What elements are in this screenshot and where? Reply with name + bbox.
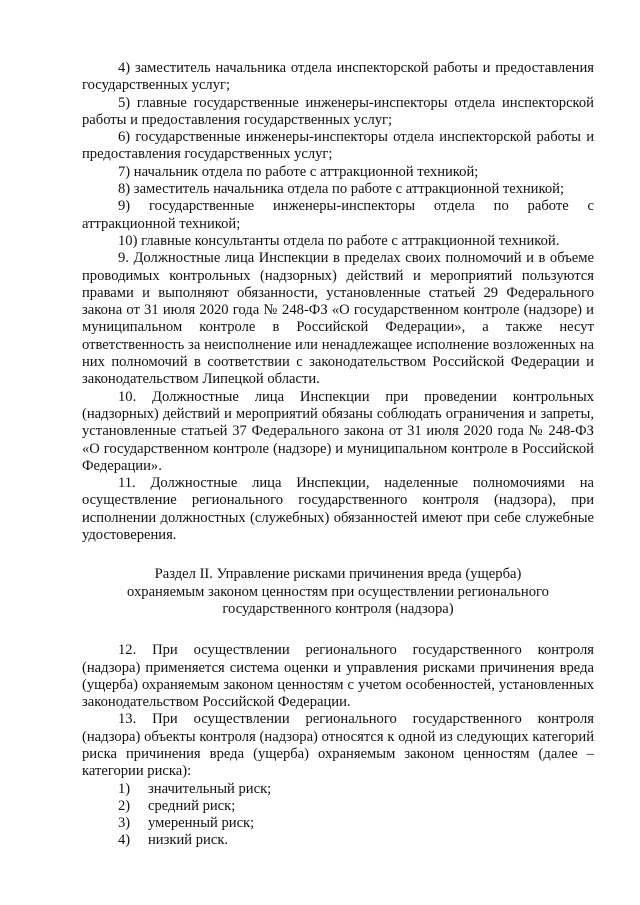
section-heading-line: охраняемым законом ценностям при осуществлении регионального: [127, 583, 549, 600]
section-heading: [82, 566, 594, 618]
paragraph-13: 13. При осуществлении регионального государственного контроля (надзора) объекты контроля (надзора) относятся к одной из следующих категорий риска причинения вреда (ущерба) охраняемым законом ценностям (далее – категории риска):: [82, 711, 594, 780]
list-item: 9) государственные инженеры-инспекторы отдела по работе с аттракционной техникой;: [82, 198, 594, 232]
section-heading-line: государственного контроля (надзора): [222, 600, 454, 617]
list-item: 8) заместитель начальника отдела по работе с аттракционной техникой;: [118, 181, 564, 198]
list-item: 5) главные государственные инженеры-инспекторы отдела инспекторской работы и предоставления государственных услуг;: [82, 94, 594, 128]
risk-category-number: 2): [118, 797, 131, 814]
risk-category-text: низкий риск.: [148, 832, 229, 849]
risk-category-number: 4): [118, 832, 131, 849]
list-item: 6) государственные инженеры-инспекторы отдела инспекторской работы и предоставления государственных услуг;: [82, 129, 594, 163]
risk-category-list: [82, 781, 594, 850]
risk-category-text: средний риск;: [148, 797, 236, 814]
risk-category-number: 3): [118, 815, 131, 832]
paragraph-11: 11. Должностные лица Инспекции, наделенные полномочиями на осуществление регионального государственного контроля (надзора), при исполнении должностных (служебных) обязанностей имеют при себе служебные удостоверения.: [82, 475, 594, 544]
list-item: 7) начальник отдела по работе с аттракционной техникой;: [118, 163, 479, 180]
paragraph-12: 12. При осуществлении регионального государственного контроля (надзора) применяется система оценки и управления рисками причинения вреда (ущерба) охраняемым законом ценностям с учетом особенностей, установленных законодательством Российской Федерации.: [82, 642, 594, 711]
risk-category-item: [82, 798, 594, 815]
risk-category-number: 1): [118, 780, 131, 797]
list-item: 4) заместитель начальника отдела инспекторской работы и предоставления государственных услуг;: [82, 60, 594, 94]
risk-category-text: значительный риск;: [148, 780, 272, 797]
risk-category-text: умеренный риск;: [148, 815, 255, 832]
list-item: 10) главные консультанты отдела по работе с аттракционной техникой.: [118, 232, 560, 249]
risk-category-item: [82, 815, 594, 832]
paragraph-9: 9. Должностные лица Инспекции в пределах своих полномочий и в объеме проводимых контрольных (надзорных) действий и мероприятий пользуются правами и выполняют обязанности, установленные статьей 29 Федерального закона от 31 июля 2020 года № 248-ФЗ «О государственном контроле (надзоре) и муниципальном контроле в Российской Федерации», а также несут ответственность за неисполнение или ненадлежащее исполнение возложенных на них полномочий в соответствии с законодательством Российской Федерации и законодательством Липецкой области.: [82, 250, 594, 388]
risk-category-item: [82, 832, 594, 849]
paragraph-10: 10. Должностные лица Инспекции при проведении контрольных (надзорных) действий и мероприятий обязаны соблюдать ограничения и запреты, установленные статьей 37 Федерального закона от 31 июля 2020 года № 248-ФЗ «О государственном контроле (надзоре) и муниципальном контроле в Российской Федерации».: [82, 388, 594, 474]
officials-list: [82, 60, 594, 250]
risk-category-item: [82, 781, 594, 798]
section-heading-line: Раздел II. Управление рисками причинения вреда (ущерба): [154, 566, 522, 583]
